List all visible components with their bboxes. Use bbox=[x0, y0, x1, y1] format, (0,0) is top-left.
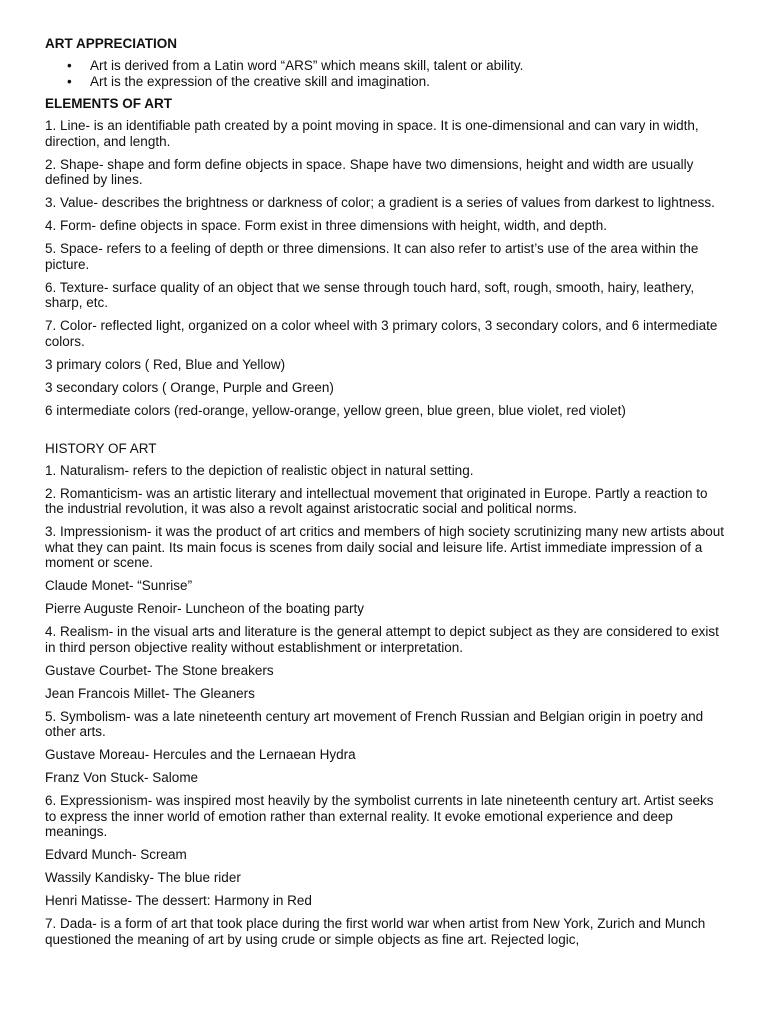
element-line: 1. Line- is an identifiable path created by a point moving in space. It is one-dimensional and can vary in width, direction, and length. bbox=[45, 118, 699, 149]
history-romanticism: 2. Romanticism- was an artistic literary and intellectual movement that originated in Europe. Partly a reaction to the industrial revolution, it was also a revolt against aristocratic social and political norms. bbox=[45, 485, 708, 516]
list-item: • Art is derived from a Latin word “ARS” which means skill, talent or ability. bbox=[45, 58, 728, 74]
artwork-entry: Pierre Auguste Renoir- Luncheon of the boating party bbox=[45, 601, 364, 616]
artwork-entry: Edvard Munch- Scream bbox=[45, 847, 187, 862]
list-item: • Art is the expression of the creative skill and imagination. bbox=[45, 74, 728, 90]
secondary-colors: 3 secondary colors ( Orange, Purple and Green) bbox=[45, 379, 334, 395]
element-value: 3. Value- describes the brightness or darkness of color; a gradient is a series of values from darkest to lightness. bbox=[45, 195, 715, 210]
element-form: 4. Form- define objects in space. Form exist in three dimensions with height, width, and depth. bbox=[45, 218, 608, 233]
element-texture: 6. Texture- surface quality of an object that we sense through touch hard, soft, rough, smooth, hairy, leathery, sharp, etc. bbox=[45, 279, 695, 310]
history-expressionism: 6. Expressionism- was inspired most heavily by the symbolist currents in late nineteenth century art. Artist seeks to express the inner world of emotion rather than external reality. It evoke emotional experience and deep meanings. bbox=[45, 793, 714, 839]
element-color: 7. Color- reflected light, organized on a color wheel with 3 primary colors, 3 secondary colors, and 6 intermediate colors. bbox=[45, 318, 718, 349]
history-dada: 7. Dada- is a form of art that took place during the first world war when artist from New York, Zurich and Munch questioned the meaning of art by using crude or simple objects as fine art. Rejected logic, bbox=[45, 916, 706, 947]
intermediate-colors: 6 intermediate colors (red-orange, yellow-orange, yellow green, blue green, blue violet, red violet) bbox=[45, 402, 626, 418]
artwork-entry: Wassily Kandisky- The blue rider bbox=[45, 870, 241, 885]
artwork-entry: Franz Von Stuck- Salome bbox=[45, 770, 199, 785]
history-of-art-heading: HISTORY OF ART bbox=[45, 440, 157, 456]
elements-of-art-heading: ELEMENTS OF ART bbox=[45, 96, 172, 111]
art-appreciation-heading: ART APPRECIATION bbox=[45, 36, 178, 51]
art-definition-list bbox=[45, 58, 728, 89]
primary-colors: 3 primary colors ( Red, Blue and Yellow) bbox=[45, 356, 286, 372]
history-realism: 4. Realism- in the visual arts and literature is the general attempt to depict subject as they are considered to exist in third person objective reality without establishment or interpretation. bbox=[45, 624, 719, 655]
artwork-entry: Henri Matisse- The dessert: Harmony in Red bbox=[45, 893, 312, 908]
history-impressionism: 3. Impressionism- it was the product of art critics and members of high society scrutinizing many new artists about what they can paint. Its main focus is scenes from daily social and leisure life. Artist immediate impression of a moment or scene. bbox=[45, 524, 725, 570]
history-naturalism: 1. Naturalism- refers to the depiction of realistic object in natural setting. bbox=[45, 462, 474, 478]
element-space: 5. Space- refers to a feeling of depth or three dimensions. It can also refer to artist’s use of the area within the picture. bbox=[45, 241, 699, 272]
history-symbolism: 5. Symbolism- was a late nineteenth century art movement of French Russian and Belgian origin in poetry and other arts. bbox=[45, 708, 704, 739]
element-shape: 2. Shape- shape and form define objects in space. Shape have two dimensions, height and width are usually defined by lines. bbox=[45, 156, 694, 187]
artwork-entry: Gustave Moreau- Hercules and the Lernaean Hydra bbox=[45, 747, 356, 762]
artwork-entry: Gustave Courbet- The Stone breakers bbox=[45, 662, 274, 678]
artwork-entry: Jean Francois Millet- The Gleaners bbox=[45, 685, 255, 701]
artwork-entry: Claude Monet- “Sunrise” bbox=[45, 578, 193, 593]
section-spacer bbox=[45, 426, 728, 440]
